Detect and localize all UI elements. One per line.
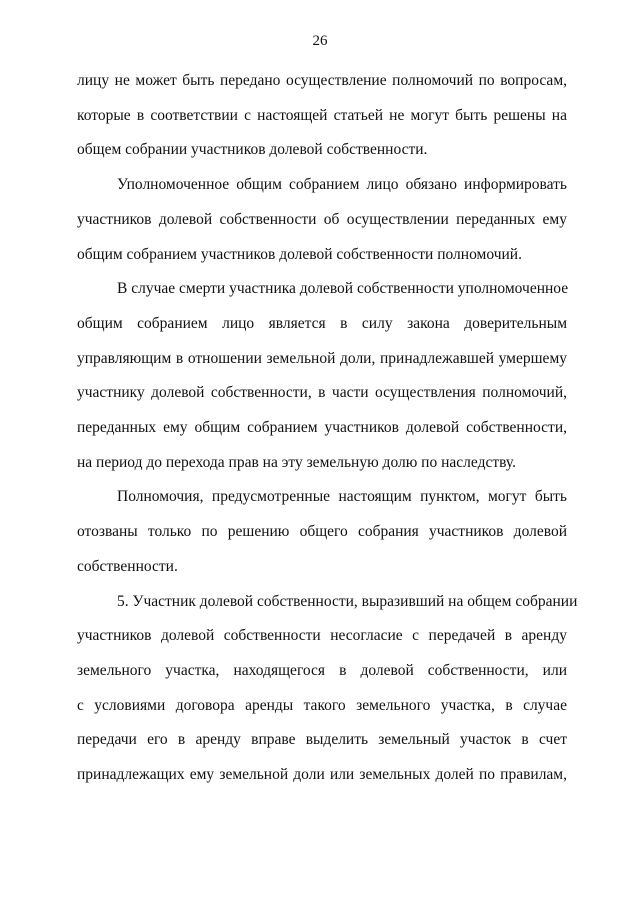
- text-line: В случае смерти участника долевой собственности уполномоченное: [117, 280, 569, 298]
- page-body: [77, 64, 578, 793]
- text-line: отозваны только по решению общего собрания участников долевой: [77, 523, 567, 541]
- text-line: земельного участка, находящегося в долевой собственности, или: [77, 661, 567, 679]
- text-line: 5. Участник долевой собственности, выразивший на общем собрании: [117, 592, 578, 610]
- text-line: общим собранием участников долевой собственности полномочий.: [77, 245, 522, 263]
- paragraph-authorized-person-duty: [77, 168, 567, 272]
- text-line: которые в соответствии с настоящей статьей не могут быть решены на: [77, 106, 567, 124]
- paragraph-continuation: [77, 64, 567, 168]
- text-line: участнику долевой собственности, в части осуществления полномочий,: [77, 384, 567, 402]
- text-line: общем собрании участников долевой собственности.: [77, 141, 428, 159]
- text-line: управляющим в отношении земельной доли, принадлежавшей умершему: [77, 349, 567, 367]
- page-number: 26: [312, 33, 328, 49]
- paragraph-revocation: [77, 480, 567, 584]
- paragraph-death-of-participant: [77, 272, 567, 480]
- text-line: передачи его в аренду вправе выделить земельный участок в счет: [77, 731, 567, 749]
- text-line: переданных ему общим собранием участников долевой собственности,: [77, 419, 567, 437]
- text-line: принадлежащих ему земельной доли или земельных долей по правилам,: [77, 766, 567, 784]
- text-line: на период до перехода прав на эту земельную долю по наследству.: [77, 453, 516, 471]
- text-line: участников долевой собственности несогласие с передачей в аренду: [77, 627, 567, 645]
- paragraph-item-5: [77, 585, 578, 793]
- text-line: Уполномоченное общим собранием лицо обязано информировать: [117, 176, 567, 194]
- text-line: с условиями договора аренды такого земельного участка, в случае: [77, 696, 567, 714]
- text-line: общим собранием лицо является в силу закона доверительным: [77, 314, 567, 332]
- text-line: лицу не может быть передано осуществление полномочий по вопросам,: [77, 72, 567, 89]
- text-line: собственности.: [77, 557, 178, 575]
- text-line: Полномочия, предусмотренные настоящим пунктом, могут быть: [117, 488, 567, 506]
- text-line: участников долевой собственности об осуществлении переданных ему: [77, 210, 567, 228]
